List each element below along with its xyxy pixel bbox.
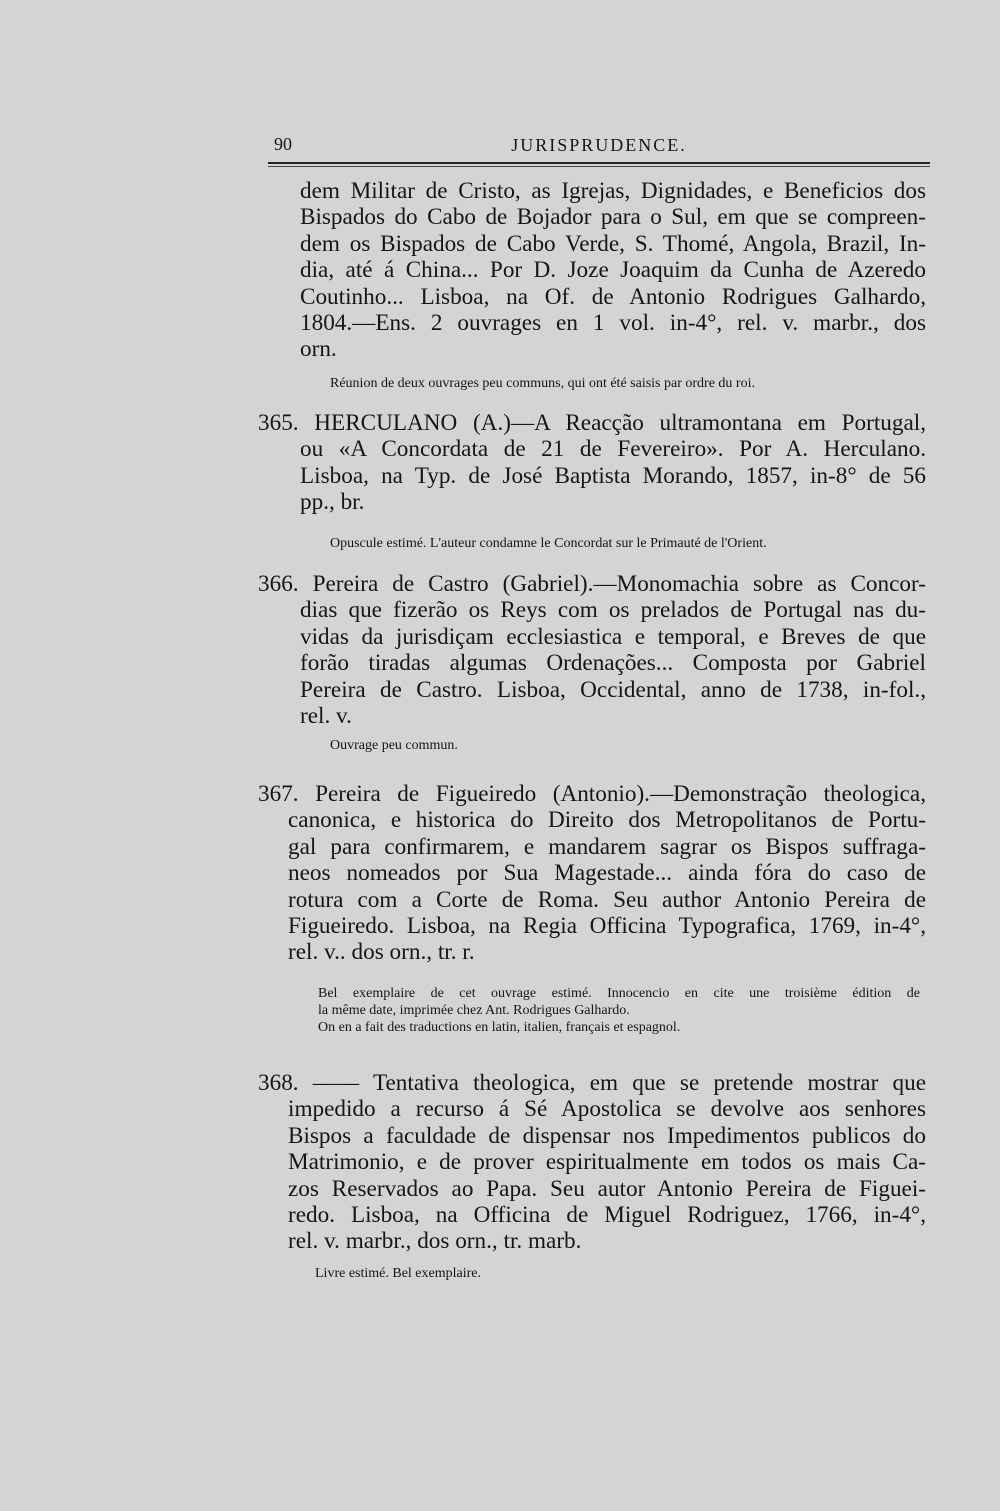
entry-line: Pereira de Castro. Lisboa, Occidental, anno de 1738, in-fol.,	[300, 676, 926, 703]
entry-line: canonica, e historica do Direito dos Metropolitanos de Portu-	[288, 807, 926, 834]
entry-line: Figueiredo. Lisboa, na Regia Officina Typografica, 1769, in-4°,	[288, 913, 926, 940]
entry-365	[258, 410, 926, 516]
entry-366	[258, 571, 926, 729]
note-line: Bel exemplaire de cet ouvrage estimé. Innocencio en cite une troisième édition de	[318, 986, 920, 1001]
entry-line: Matrimonio, e de prover espiritualmente em todos os mais Ca-	[288, 1149, 926, 1176]
entry-line: impedido a recurso á Sé Apostolica se devolve aos senhores	[288, 1096, 926, 1123]
page-number: 90	[274, 134, 292, 154]
note-line: Ouvrage peu commun.	[330, 738, 458, 753]
entry-line: orn.	[300, 336, 337, 363]
entry-line: dia, até á China... Por D. Joze Joaquim da Cunha de Azeredo	[300, 257, 926, 284]
entry-line: rel. v.. dos orn., tr. r.	[288, 939, 475, 966]
entry-line: pp., br.	[300, 489, 365, 516]
entry-line: dem os Bispados de Cabo Verde, S. Thomé, Angola, Brazil, In-	[300, 230, 926, 257]
note-line: On en a fait des traductions en latin, italien, français et espagnol.	[318, 1020, 681, 1035]
entry-368	[258, 1070, 926, 1255]
entry-line: 1804.—Ens. 2 ouvrages en 1 vol. in-4°, rel. v. marbr., dos	[300, 310, 926, 337]
note-line: Livre estimé. Bel exemplaire.	[315, 1266, 481, 1281]
entry-365-note	[330, 535, 890, 552]
entry-364-continuation	[300, 178, 926, 363]
header-rule	[268, 162, 930, 164]
entry-367	[258, 781, 926, 966]
entry-line: dias que fizerão os Reys com os prelados de Portugal nas du-	[300, 597, 926, 624]
entry-line: Bispos a faculdade de dispensar nos Impedimentos publicos do	[288, 1122, 926, 1149]
entry-line: Coutinho... Lisboa, na Of. de Antonio Rodrigues Galhardo,	[300, 283, 926, 310]
note-line: Opuscule estimé. L'auteur condamne le Concordat sur le Primauté de l'Orient.	[330, 536, 767, 551]
entry-line: rel. v. marbr., dos orn., tr. marb.	[288, 1228, 582, 1255]
entry-366-note	[330, 737, 890, 754]
entry-line: 366. Pereira de Castro (Gabriel).—Monomachia sobre as Concor-	[258, 571, 926, 597]
entry-line: forão tiradas algumas Ordenações... Composta por Gabriel	[300, 650, 926, 677]
entry-367-note	[318, 985, 920, 1036]
entry-line: gal para confirmarem, e mandarem sagrar os Bispos suffraga-	[288, 833, 926, 860]
entry-line: 368. —— Tentativa theologica, em que se pretende mostrar que	[258, 1070, 926, 1096]
entry-368-note	[315, 1265, 875, 1282]
header-rule-thin	[268, 166, 930, 167]
entry-line: rel. v.	[300, 703, 352, 730]
entry-line: redo. Lisboa, na Officina de Miguel Rodriguez, 1766, in-4°,	[288, 1202, 926, 1229]
note-line: Réunion de deux ouvrages peu communs, qui ont été saisis par ordre du roi.	[330, 376, 755, 391]
entry-line: vidas da jurisdiçam ecclesiastica e temporal, e Breves de que	[300, 623, 926, 650]
running-title: JURISPRUDENCE.	[511, 135, 687, 155]
note-line: la même date, imprimée chez Ant. Rodrigues Galhardo.	[318, 1003, 630, 1018]
entry-line: 367. Pereira de Figueiredo (Antonio).—Demonstração theologica,	[258, 781, 926, 807]
entry-line: rotura com a Corte de Roma. Seu author Antonio Pereira de	[288, 886, 926, 913]
entry-line: zos Reservados ao Papa. Seu autor Antonio Pereira de Figuei-	[288, 1175, 926, 1202]
entry-line: Bispados do Cabo de Bojador para o Sul, em que se compreen-	[300, 204, 926, 231]
entry-line: ou «A Concordata de 21 de Fevereiro». Por A. Herculano.	[300, 436, 926, 463]
entry-line: dem Militar de Cristo, as Igrejas, Dignidades, e Beneficios dos	[300, 178, 926, 204]
running-header	[268, 134, 930, 160]
entry-line: neos nomeados por Sua Magestade... ainda fóra do caso de	[288, 860, 926, 887]
entry-line: 365. HERCULANO (A.)—A Reacção ultramontana em Portugal,	[258, 410, 926, 436]
entry-364-note	[330, 375, 890, 392]
entry-line: Lisboa, na Typ. de José Baptista Morando, 1857, in-8° de 56	[300, 462, 926, 489]
